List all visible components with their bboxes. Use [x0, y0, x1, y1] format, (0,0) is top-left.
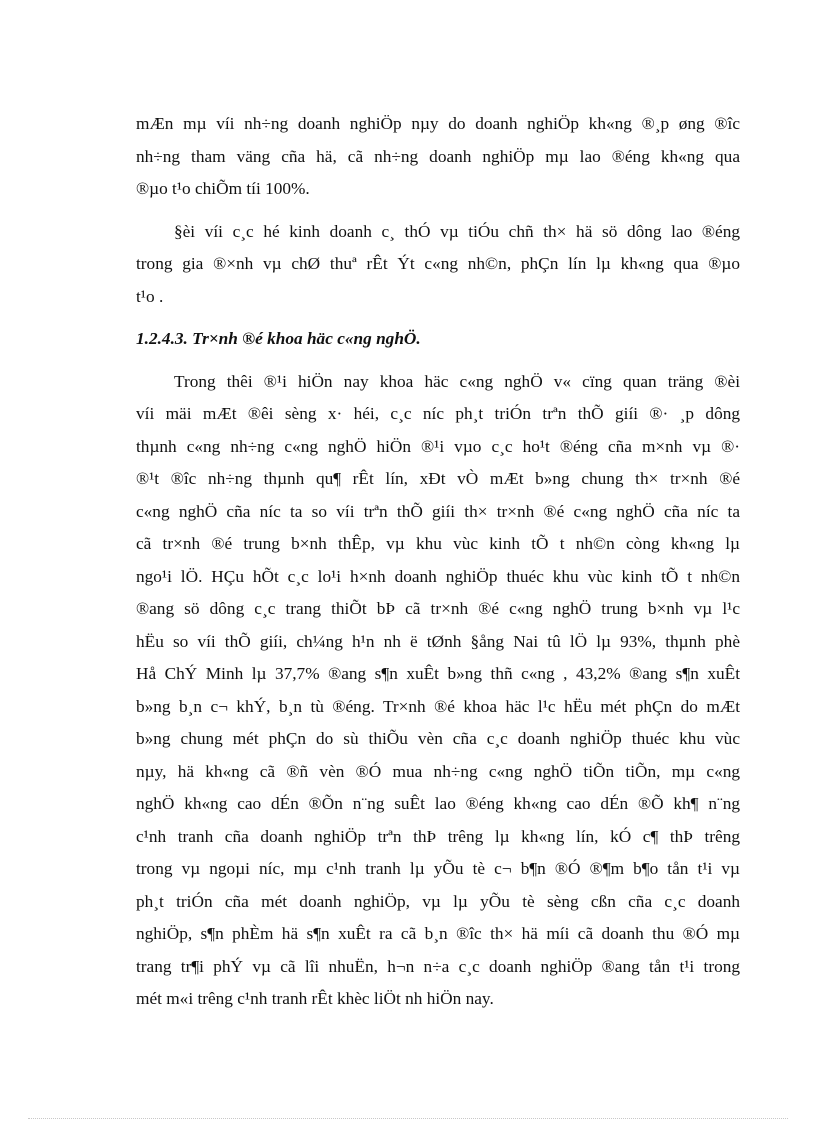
text-line: §èi víi c¸c hé kinh doanh c¸ thÓ vµ tiÓu chñ th× hä sö dông lao ®éng	[174, 221, 740, 241]
text-line: c«ng nghÖ cña níc ta so víi trªn thÕ giíi th× tr×nh ®é c«ng nghÖ cña níc ta	[136, 501, 740, 521]
text-line: ph¸t triÓn cña mét doanh nghiÖp, vµ lµ yÕu tè sèng cßn cña c¸c doanh	[136, 891, 740, 911]
text-line: ®¹t ®îc nh÷ng thµnh qu¶ rÊt lín, xÐt vÒ mÆt b»ng chung th× tr×nh ®é	[136, 469, 740, 488]
text-line: c¹nh tranh cña doanh nghiÖp trªn thÞ trêng lµ kh«ng lín, kÓ c¶ thÞ trêng	[136, 826, 740, 846]
text-line: hËu so víi thÕ giíi, ch¼ng h¹n nh ë tØnh §ång Nai tû lÖ lµ 93%, thµnh phè	[136, 631, 740, 651]
text-line: nghÖ kh«ng cao dÉn ®Õn n¨ng suÊt lao ®éng kh«ng cao dÉn ®Õ kh¶ n¨ng	[136, 794, 740, 813]
text-line: b»ng chung mét phÇn do sù thiÕu vèn cña c¸c doanh nghiÖp thuéc khu vùc	[136, 729, 740, 748]
text-line: thµnh c«ng nh÷ng c«ng nghÖ hiÖn ®¹i vµo c¸c ho¹t ®éng cña m×nh vµ ®·	[136, 436, 740, 456]
text-line: ngo¹i lÖ. HÇu hÕt c¸c lo¹i h×nh doanh nghiÖp thuéc khu vùc kinh tÕ t nh©n	[136, 566, 740, 586]
document-body	[136, 108, 740, 1026]
paragraph-labor-training	[136, 108, 740, 206]
paragraph-household-business	[136, 216, 740, 314]
text-line: ®µo t¹o chiÕm tíi 100%.	[136, 179, 310, 198]
text-line: nµy, hä kh«ng cã ®ñ vèn ®Ó mua nh÷ng c«ng nghÖ tiÕn tiÕn, mµ c«ng	[136, 761, 740, 781]
text-line: trong vµ ngoµi níc, mµ c¹nh tranh lµ yÕu tè c¬ b¶n ®Ó ®¶m b¶o tån t¹i vµ	[136, 859, 740, 878]
text-line: t¹o .	[136, 286, 164, 306]
text-line: ®ang sö dông c¸c trang thiÕt bÞ cã tr×nh ®é c«ng nghÖ trung b×nh vµ l¹c	[136, 599, 740, 618]
section-heading: 1.2.4.3. Tr×nh ®é khoa häc c«ng nghÖ.	[136, 329, 421, 348]
paragraph-technology-level	[136, 366, 740, 1016]
text-line: mét m«i trêng c¹nh tranh rÊt khèc liÖt nh hiÖn nay.	[136, 989, 494, 1008]
text-line: cã tr×nh ®é trung b×nh thÊp, vµ khu vùc kinh tÕ t nh©n còng kh«ng lµ	[136, 534, 740, 553]
text-line: Hå ChÝ Minh lµ 37,7% ®ang s¶n xuÊt b»ng thñ c«ng , 43,2% ®ang s¶n xuÊt	[136, 664, 740, 683]
text-line: trong gia ®×nh vµ chØ thuª rÊt Ýt c«ng nh©n, phÇn lín lµ kh«ng qua ®µo	[136, 254, 740, 273]
text-line: víi mäi mÆt ®êi sèng x· héi, c¸c níc ph¸t triÓn trªn thÕ giíi ®· ¸p dông	[136, 404, 740, 423]
text-line: mÆn mµ víi nh÷ng doanh nghiÖp nµy do doanh nghiÖp kh«ng ®¸p øng ®îc	[136, 114, 740, 133]
page-bottom-divider	[28, 1118, 788, 1119]
text-line: nh÷ng tham väng cña hä, cã nh÷ng doanh nghiÖp mµ lao ®éng kh«ng qua	[136, 146, 740, 166]
text-line: nghiÖp, s¶n phÈm hä s¶n xuÊt ra cã b¸n ®îc th× hä míi cã doanh thu ®Ó mµ	[136, 924, 740, 943]
text-line: b»ng b¸n c¬ khÝ, b¸n tù ®éng. Tr×nh ®é khoa häc l¹c hËu mét phÇn do mÆt	[136, 696, 740, 716]
text-line: Trong thêi ®¹i hiÖn nay khoa häc c«ng nghÖ v« cïng quan träng ®èi	[174, 371, 740, 391]
text-line: trang tr¶i phÝ vµ cã lîi nhuËn, h¬n n÷a c¸c doanh nghiÖp ®ang tån t¹i trong	[136, 956, 740, 976]
